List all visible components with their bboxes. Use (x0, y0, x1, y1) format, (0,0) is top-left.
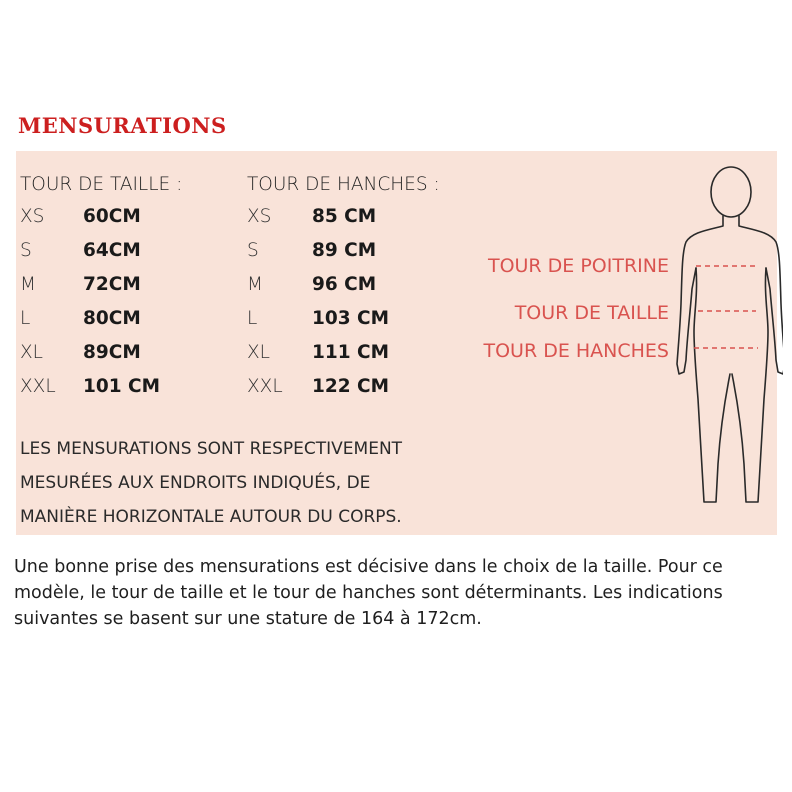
waist-label: TOUR DE TAILLE (514, 302, 669, 324)
waist-size-value: 89CM (83, 342, 141, 363)
page-title: MENSURATIONS (18, 113, 227, 138)
waist-size-value: 64CM (83, 240, 141, 261)
waist-size-label: XL (20, 342, 43, 363)
waist-size-label: L (20, 308, 31, 329)
hips-size-label: M (247, 274, 263, 295)
waist-size-value: 60CM (83, 206, 141, 227)
waist-size-value: 72CM (83, 274, 141, 295)
waist-size-value: 80CM (83, 308, 141, 329)
hips-column-header: TOUR DE HANCHES : (247, 174, 440, 195)
waist-size-label: XXL (20, 376, 56, 397)
hips-label: TOUR DE HANCHES (483, 340, 669, 362)
waist-column-header: TOUR DE TAILLE : (20, 174, 183, 195)
hips-size-value: 122 CM (312, 376, 390, 397)
hips-size-value: 89 CM (312, 240, 377, 261)
note-line: MESURÉES AUX ENDROITS INDIQUÉS, DE (20, 473, 371, 493)
hips-size-value: 85 CM (312, 206, 377, 227)
footer-text: Une bonne prise des mensurations est décisive dans le choix de la taille. Pour ce modèle, le tour de taille et le tour de hanches sont déterminants. Les indications suivantes se basent sur une stature de 164 à 172cm. (14, 557, 723, 629)
waist-size-label: M (20, 274, 36, 295)
hips-size-value: 111 CM (312, 342, 390, 363)
note-line: MANIÈRE HORIZONTALE AUTOUR DU CORPS. (20, 507, 402, 527)
waist-size-label: XS (20, 206, 45, 227)
hips-size-value: 96 CM (312, 274, 377, 295)
chest-label: TOUR DE POITRINE (487, 255, 669, 277)
hips-size-label: XXL (247, 376, 283, 397)
waist-size-label: S (20, 240, 32, 261)
note-line: LES MENSURATIONS SONT RESPECTIVEMENT (20, 439, 403, 459)
measurement-note (20, 432, 440, 534)
hips-size-label: XS (247, 206, 272, 227)
hips-size-value: 103 CM (312, 308, 390, 329)
waist-size-value: 101 CM (83, 376, 161, 397)
hips-size-label: L (247, 308, 258, 329)
hips-size-label: XL (247, 342, 270, 363)
body-silhouette-icon (668, 164, 783, 514)
hips-size-label: S (247, 240, 259, 261)
